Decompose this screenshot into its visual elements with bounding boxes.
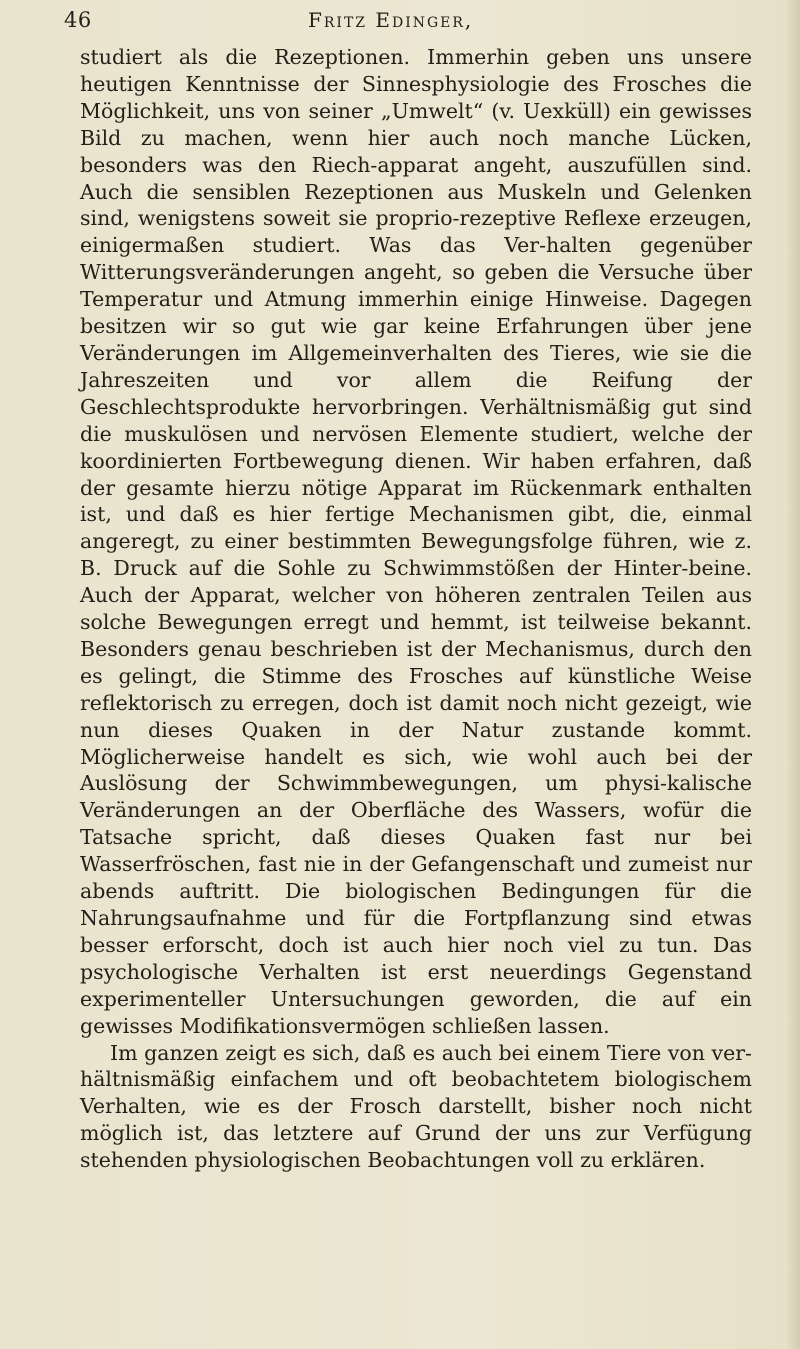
- page-number: 46: [64, 8, 92, 32]
- body-text: [80, 44, 752, 1174]
- running-head: [64, 8, 750, 42]
- running-title: Fritz Edinger,: [308, 8, 474, 32]
- paragraph: studiert als die Rezeptionen. Immerhin geben uns unsere heutigen Kenntnisse der Sinnesphysiologie des Frosches die Möglichkeit, uns von seiner „Umwelt“ (v. Uexküll) ein gewisses Bild zu machen, wenn hier auch noch manche Lücken, besonders was den Riech-apparat angeht, auszufüllen sind. Auch die sensiblen Rezeptionen aus Muskeln und Gelenken sind, wenigstens soweit sie proprio-rezeptive Reflexe erzeugen, einigermaßen studiert. Was das Ver-halten gegenüber Witterungsveränderungen angeht, so geben die Versuche über Temperatur und Atmung immerhin einige Hinweise. Dagegen besitzen wir so gut wie gar keine Erfahrungen über jene Veränderungen im Allgemeinverhalten des Tieres, wie sie die Jahreszeiten und vor allem die Reifung der Geschlechtsprodukte hervorbringen. Verhältnismäßig gut sind die muskulösen und nervösen Elemente studiert, welche der koordinierten Fortbewegung dienen. Wir haben erfahren, daß der gesamte hierzu nötige Apparat im Rückenmark enthalten ist, und daß es hier fertige Mechanismen gibt, die, einmal angeregt, zu einer bestimmten Bewegungsfolge führen, wie z. B. Druck auf die Sohle zu Schwimmstößen der Hinter-beine. Auch der Apparat, welcher von höheren zentralen Teilen aus solche Bewegungen erregt und hemmt, ist teilweise bekannt. Besonders genau beschrieben ist der Mechanismus, durch den es gelingt, die Stimme des Frosches auf künstliche Weise reflektorisch zu erregen, doch ist damit noch nicht gezeigt, wie nun dieses Quaken in der Natur zustande kommt. Möglicherweise handelt es sich, wie wohl auch bei der Auslösung der Schwimmbewegungen, um physi-kalische Veränderungen an der Oberfläche des Wassers, wofür die Tatsache spricht, daß dieses Quaken fast nur bei Wasserfröschen, fast nie in der Gefangenschaft und zumeist nur abends auftritt. Die biologischen Bedingungen für die Nahrungsaufnahme und für die Fortpflanzung sind etwas besser erforscht, doch ist auch hier noch viel zu tun. Das psychologische Verhalten ist erst neuerdings Gegenstand experimenteller Untersuchungen geworden, die auf ein gewisses Modifikationsvermögen schließen lassen.: [80, 45, 752, 1038]
- page-edge-shadow: [786, 0, 800, 1349]
- paragraph: Im ganzen zeigt es sich, daß es auch bei einem Tiere von ver-hältnismäßig einfachem und oft beobachtetem biologischem Verhalten, wie es der Frosch darstellt, bisher noch nicht möglich ist, das letztere auf Grund der uns zur Verfügung stehenden physiologischen Beobachtungen voll zu erklären.: [80, 1040, 752, 1173]
